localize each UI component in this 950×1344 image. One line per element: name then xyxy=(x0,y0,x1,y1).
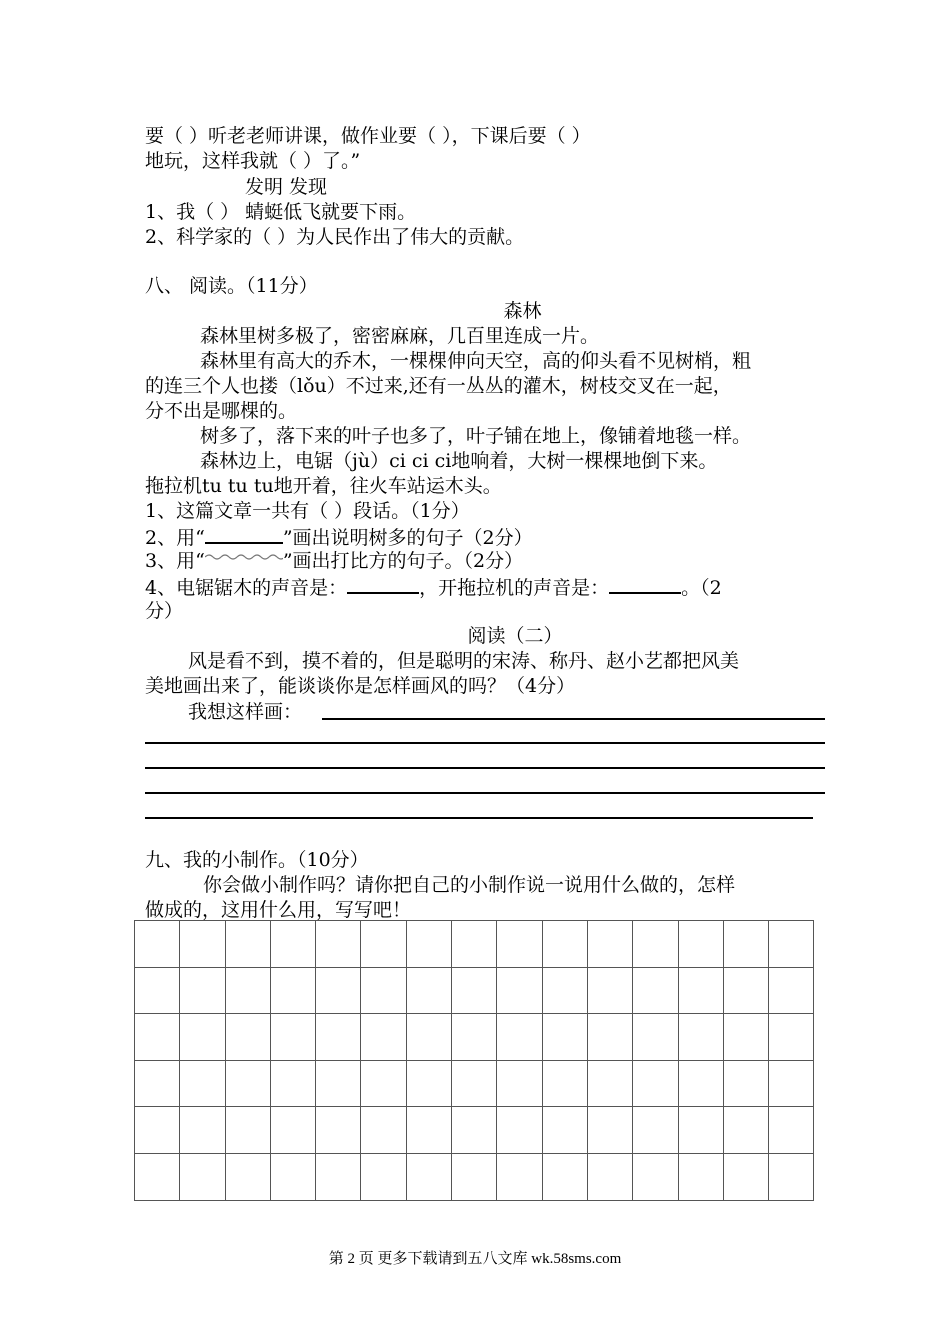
grid-cell[interactable] xyxy=(270,967,315,1014)
grid-cell[interactable] xyxy=(406,1153,451,1200)
grid-row xyxy=(135,921,814,968)
grid-cell[interactable] xyxy=(723,921,768,968)
grid-cell[interactable] xyxy=(633,1153,678,1200)
paragraph-2-line-3: 分不出是哪棵的。 xyxy=(145,400,298,422)
answer-rule-4[interactable] xyxy=(145,792,825,794)
grid-cell[interactable] xyxy=(678,967,723,1014)
grid-row xyxy=(135,967,814,1014)
grid-row xyxy=(135,1107,814,1154)
grid-cell[interactable] xyxy=(180,967,225,1014)
word-choice: 发明 发现 xyxy=(245,176,328,198)
grid-cell[interactable] xyxy=(361,1107,406,1154)
grid-cell[interactable] xyxy=(180,1014,225,1061)
grid-cell[interactable] xyxy=(316,967,361,1014)
grid-cell[interactable] xyxy=(678,1014,723,1061)
grid-cell[interactable] xyxy=(180,1060,225,1107)
grid-cell[interactable] xyxy=(406,921,451,968)
grid-cell[interactable] xyxy=(587,967,632,1014)
question-4-continuation: 分） xyxy=(145,600,184,622)
top-fill-line-1: 要（ ）听老老师讲课，做作业要（ ），下课后要（ ） xyxy=(145,125,591,147)
question-4-part-a: 4、电锯锯木的声音是： xyxy=(145,577,348,599)
grid-cell[interactable] xyxy=(180,1107,225,1154)
answer-rule-3[interactable] xyxy=(145,767,825,769)
grid-cell[interactable] xyxy=(180,1153,225,1200)
paragraph-2-line-1: 森林里有高大的乔木，一棵棵伸向天空，高的仰头看不见树梢，粗 xyxy=(200,350,752,372)
answer-blank-1[interactable] xyxy=(347,574,419,594)
paragraph-2-line-2: 的连三个人也搂（lǒu）不过来,还有一丛丛的灌木，树枝交叉在一起， xyxy=(145,375,732,397)
grid-cell[interactable] xyxy=(633,1014,678,1061)
straight-line-mark xyxy=(205,524,283,544)
question-3-prefix: 3、用“ xyxy=(145,550,205,572)
grid-cell[interactable] xyxy=(542,1014,587,1061)
grid-cell[interactable] xyxy=(587,1153,632,1200)
grid-cell[interactable] xyxy=(361,1060,406,1107)
grid-cell[interactable] xyxy=(769,1060,814,1107)
grid-cell[interactable] xyxy=(452,1153,497,1200)
grid-cell[interactable] xyxy=(361,967,406,1014)
reading-2-title: 阅读（二） xyxy=(467,625,563,647)
grid-cell[interactable] xyxy=(497,1153,542,1200)
grid-cell[interactable] xyxy=(225,1060,270,1107)
grid-cell[interactable] xyxy=(270,1153,315,1200)
grid-cell[interactable] xyxy=(633,1060,678,1107)
grid-cell[interactable] xyxy=(225,1014,270,1061)
paragraph-1: 森林里树多极了，密密麻麻，几百里连成一片。 xyxy=(200,325,600,347)
grid-cell[interactable] xyxy=(270,1014,315,1061)
grid-cell[interactable] xyxy=(135,1014,180,1061)
section-9-line-1: 你会做小制作吗？请你把自己的小制作说一说用什么做的，怎样 xyxy=(203,874,736,896)
grid-cell[interactable] xyxy=(678,921,723,968)
question-4 xyxy=(145,574,722,600)
grid-cell[interactable] xyxy=(723,1060,768,1107)
answer-rule-2[interactable] xyxy=(145,742,825,744)
grid-cell[interactable] xyxy=(406,1060,451,1107)
grid-cell[interactable] xyxy=(361,1153,406,1200)
question-4-part-c: 。（2 xyxy=(681,577,722,599)
grid-cell[interactable] xyxy=(361,1014,406,1061)
grid-cell[interactable] xyxy=(497,1107,542,1154)
grid-cell[interactable] xyxy=(542,1153,587,1200)
writing-grid[interactable] xyxy=(134,920,814,1201)
grid-cell[interactable] xyxy=(769,1153,814,1200)
answer-rule-5[interactable] xyxy=(145,817,813,819)
grid-cell[interactable] xyxy=(542,921,587,968)
grid-cell[interactable] xyxy=(316,1060,361,1107)
grid-cell[interactable] xyxy=(135,921,180,968)
grid-cell[interactable] xyxy=(497,1060,542,1107)
grid-cell[interactable] xyxy=(316,921,361,968)
grid-cell[interactable] xyxy=(406,1107,451,1154)
question-3 xyxy=(145,549,523,573)
grid-cell[interactable] xyxy=(633,921,678,968)
grid-cell[interactable] xyxy=(452,921,497,968)
grid-cell[interactable] xyxy=(497,967,542,1014)
word-question-1: 1、我（ ） 蜻蜓低飞就要下雨。 xyxy=(145,201,417,223)
question-2-prefix: 2、用“ xyxy=(145,527,205,549)
question-2-suffix: ”画出说明树多的句子（2分） xyxy=(282,527,533,549)
grid-cell[interactable] xyxy=(361,921,406,968)
reading-2-line-1: 风是看不到，摸不着的，但是聪明的宋涛、称丹、赵小艺都把风美 xyxy=(188,650,740,672)
grid-cell[interactable] xyxy=(769,967,814,1014)
grid-cell[interactable] xyxy=(497,1014,542,1061)
grid-cell[interactable] xyxy=(587,1014,632,1061)
grid-cell[interactable] xyxy=(406,967,451,1014)
grid-cell[interactable] xyxy=(316,1014,361,1061)
question-4-part-b: ，开拖拉机的声音是： xyxy=(419,577,610,599)
grid-row xyxy=(135,1153,814,1200)
wavy-line-mark xyxy=(205,549,283,567)
wavy-line-icon xyxy=(205,553,283,573)
answer-blank-2[interactable] xyxy=(609,574,681,594)
top-fill-line-2: 地玩，这样我就（ ）了。” xyxy=(145,150,361,172)
grid-cell[interactable] xyxy=(723,1153,768,1200)
section-8-heading: 八、 阅读。（11分） xyxy=(145,275,318,297)
grid-cell[interactable] xyxy=(270,921,315,968)
grid-cell[interactable] xyxy=(587,921,632,968)
grid-cell[interactable] xyxy=(180,921,225,968)
grid-cell[interactable] xyxy=(452,967,497,1014)
grid-cell[interactable] xyxy=(135,1107,180,1154)
grid-cell[interactable] xyxy=(316,1153,361,1200)
grid-cell[interactable] xyxy=(135,1153,180,1200)
grid-cell[interactable] xyxy=(542,1060,587,1107)
reading-2-line-2: 美地画出来了，能谈谈你是怎样画风的吗？（4分） xyxy=(145,675,576,697)
grid-cell[interactable] xyxy=(225,921,270,968)
reading-2-prompt: 我想这样画： xyxy=(188,701,303,723)
paragraph-3: 树多了，落下来的叶子也多了，叶子铺在地上，像铺着地毯一样。 xyxy=(200,425,752,447)
grid-cell[interactable] xyxy=(678,1107,723,1154)
grid-row xyxy=(135,1014,814,1061)
grid-cell[interactable] xyxy=(587,1107,632,1154)
grid-cell[interactable] xyxy=(769,921,814,968)
grid-cell[interactable] xyxy=(316,1107,361,1154)
answer-rule-1[interactable] xyxy=(322,718,825,720)
grid-cell[interactable] xyxy=(225,1153,270,1200)
grid-cell[interactable] xyxy=(270,1107,315,1154)
grid-cell[interactable] xyxy=(452,1014,497,1061)
grid-cell[interactable] xyxy=(452,1060,497,1107)
grid-cell[interactable] xyxy=(135,967,180,1014)
paragraph-4-line-1: 森林边上，电锯（jù）ci ci ci地响着，大树一棵棵地倒下来。 xyxy=(200,450,718,472)
grid-cell[interactable] xyxy=(406,1014,451,1061)
section-9-line-2: 做成的，这用什么用，写写吧！ xyxy=(145,899,412,921)
grid-cell[interactable] xyxy=(225,967,270,1014)
grid-cell[interactable] xyxy=(723,1014,768,1061)
grid-cell[interactable] xyxy=(225,1107,270,1154)
grid-cell[interactable] xyxy=(633,967,678,1014)
grid-cell[interactable] xyxy=(452,1107,497,1154)
grid-cell[interactable] xyxy=(497,921,542,968)
grid-cell[interactable] xyxy=(723,967,768,1014)
grid-cell[interactable] xyxy=(587,1060,632,1107)
grid-cell[interactable] xyxy=(723,1107,768,1154)
question-3-suffix: ”画出打比方的句子。（2分） xyxy=(282,550,524,572)
grid-cell[interactable] xyxy=(678,1153,723,1200)
grid-cell[interactable] xyxy=(542,967,587,1014)
grid-cell[interactable] xyxy=(542,1107,587,1154)
section-9-heading: 九、我的小制作。（10分） xyxy=(145,849,369,871)
question-2 xyxy=(145,524,533,550)
reading-title: 森林 xyxy=(503,300,542,322)
word-question-2: 2、科学家的（ ）为人民作出了伟大的贡献。 xyxy=(145,226,525,248)
grid-cell[interactable] xyxy=(633,1107,678,1154)
grid-cell[interactable] xyxy=(270,1060,315,1107)
paragraph-4-line-2: 拖拉机tu tu tu地开着，往火车站运木头。 xyxy=(145,475,502,497)
page-footer: 第 2 页 更多下载请到五八文库 wk.58sms.com xyxy=(328,1251,622,1267)
grid-cell[interactable] xyxy=(135,1060,180,1107)
grid-cell[interactable] xyxy=(678,1060,723,1107)
grid-cell[interactable] xyxy=(769,1014,814,1061)
question-1: 1、这篇文章一共有（ ）段话。（1分） xyxy=(145,500,470,522)
grid-cell[interactable] xyxy=(769,1107,814,1154)
grid-row xyxy=(135,1060,814,1107)
